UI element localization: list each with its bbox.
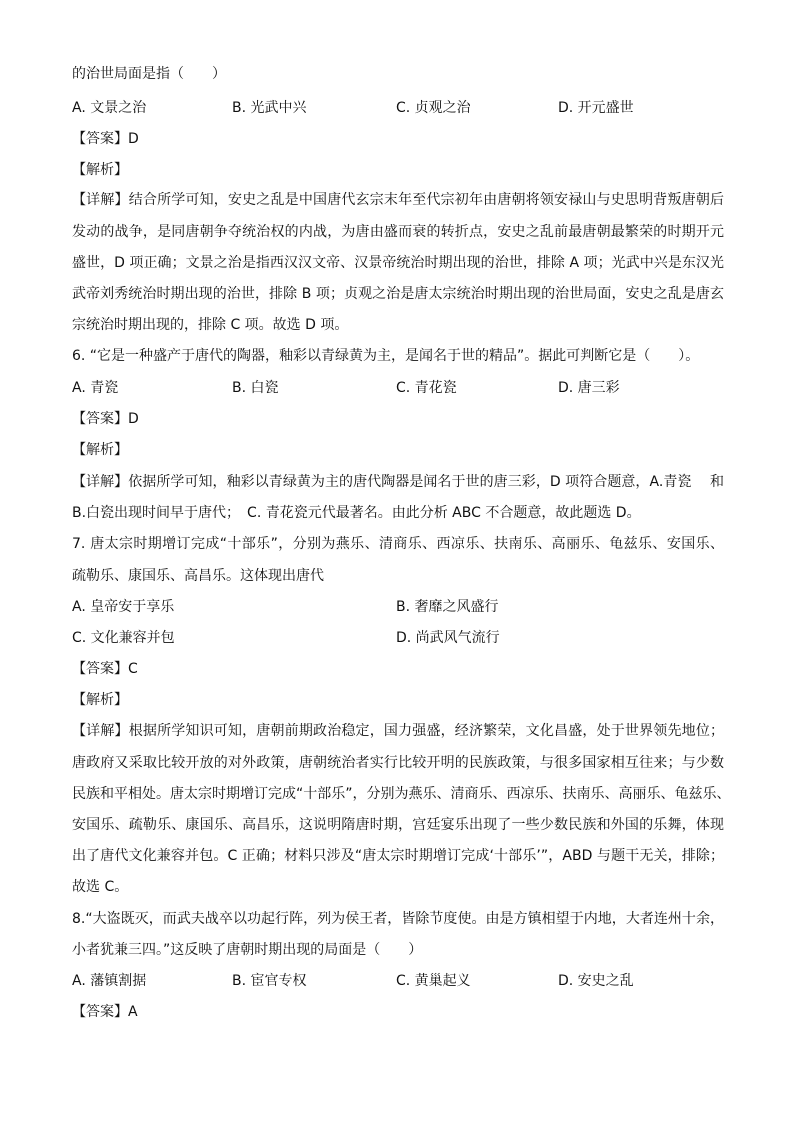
q8-answer: 【答案】A <box>72 1004 138 1020</box>
q6-option-b: B. 白瓷 <box>232 380 279 396</box>
q6-answer: 【答案】D <box>72 411 139 427</box>
q8-option-a: A. 藩镇割据 <box>72 973 147 989</box>
q5-option-a: A. 文景之治 <box>72 100 147 116</box>
q5-stem-tail: 的治世局面是指（ ） <box>72 66 226 82</box>
q6-detail-line: 【详解】依据所学可知，釉彩以青绿黄为主的唐代陶器是闻名于世的唐三彩，D 项符合题意，A.青瓷 和 <box>72 474 724 490</box>
q7-detail-line: 故选 C。 <box>72 879 129 895</box>
q5-detail-line: 发动的战争，是同唐朝争夺统治权的内战，为唐由盛而衰的转折点，安史之乱前最唐朝最繁荣的时期开元 <box>72 224 724 240</box>
q7-stem-line: 疏勒乐、康国乐、高昌乐。这体现出唐代 <box>72 568 324 584</box>
q7-option-c: C. 文化兼容并包 <box>72 630 175 646</box>
q6-option-c: C. 青花瓷 <box>396 380 457 396</box>
q7-detail-line: 出了唐代文化兼容并包。C 正确；材料只涉及“唐太宗时期增订完成‘十部乐’”，ABD 与题干无关，排除； <box>72 848 724 864</box>
q6-option-d: D. 唐三彩 <box>558 380 620 396</box>
q8-option-d: D. 安史之乱 <box>558 973 634 989</box>
q6-analysis-label: 【解析】 <box>72 442 128 458</box>
q7-answer: 【答案】C <box>72 661 138 677</box>
q5-detail-line: 宗统治时期出现的，排除 C 项。故选 D 项。 <box>72 317 349 333</box>
q7-option-b: B. 奢靡之风盛行 <box>396 599 499 615</box>
q8-stem-line: 小者犹兼三四。”这反映了唐朝时期出现的局面是（ ） <box>72 942 423 958</box>
q5-detail-line: 武帝刘秀统治时期出现的治世，排除 B 项；贞观之治是唐太宗统治时期出现的治世局面，安史之乱是唐玄 <box>72 286 724 302</box>
q7-detail-line: 【详解】根据所学知识可知，唐朝前期政治稳定，国力强盛，经济繁荣，文化昌盛，处于世界领先地位； <box>72 723 724 739</box>
q7-option-a: A. 皇帝安于享乐 <box>72 599 175 615</box>
q7-detail-line: 唐政府又采取比较开放的对外政策，唐朝统治者实行比较开明的民族政策，与很多国家相互往来；与少数 <box>72 755 724 771</box>
q5-detail-line: 盛世，D 项正确；文景之治是指西汉汉文帝、汉景帝统治时期出现的治世，排除 A 项；光武中兴是东汉光 <box>72 255 724 271</box>
q7-stem-line: 7. 唐太宗时期增订完成“十部乐”，分别为燕乐、清商乐、西凉乐、扶南乐、高丽乐、龟兹乐、安国乐、 <box>72 536 724 552</box>
q8-option-c: C. 黄巢起义 <box>396 973 471 989</box>
q7-analysis-label: 【解析】 <box>72 692 128 708</box>
q5-answer: 【答案】D <box>72 131 139 147</box>
q6-detail-line: B.白瓷出现时间早于唐代； C. 青花瓷元代最著名。由此分析 ABC 不合题意，故此题选 D。 <box>72 505 641 521</box>
q8-stem-line: 8.“大盗既灭，而武夫战卒以功起行阵，列为侯王者，皆除节度使。由是方镇相望于内地，大者连州十余， <box>72 911 724 927</box>
q7-option-d: D. 尚武风气流行 <box>396 630 500 646</box>
q8-option-b: B. 宦官专权 <box>232 973 307 989</box>
q5-detail-line: 【详解】结合所学可知，安史之乱是中国唐代玄宗末年至代宗初年由唐朝将领安禄山与史思明背叛唐朝后 <box>72 192 724 208</box>
q6-option-a: A. 青瓷 <box>72 380 119 396</box>
q5-option-b: B. 光武中兴 <box>232 100 307 116</box>
q6-stem: 6. “它是一种盛产于唐代的陶器，釉彩以青绿黄为主，是闻名于世的精品”。据此可判断它是（ ）。 <box>72 348 700 364</box>
q7-detail-line: 安国乐、疏勒乐、康国乐、高昌乐，这说明隋唐时期，宫廷宴乐出现了一些少数民族和外国的乐舞，体现 <box>72 817 724 833</box>
q5-option-d: D. 开元盛世 <box>558 100 634 116</box>
q5-option-c: C. 贞观之治 <box>396 100 471 116</box>
q7-detail-line: 民族和平相处。唐太宗时期增订完成“十部乐”，分别为燕乐、清商乐、西凉乐、扶南乐、高丽乐、龟兹乐、 <box>72 786 731 802</box>
q5-analysis-label: 【解析】 <box>72 162 128 178</box>
